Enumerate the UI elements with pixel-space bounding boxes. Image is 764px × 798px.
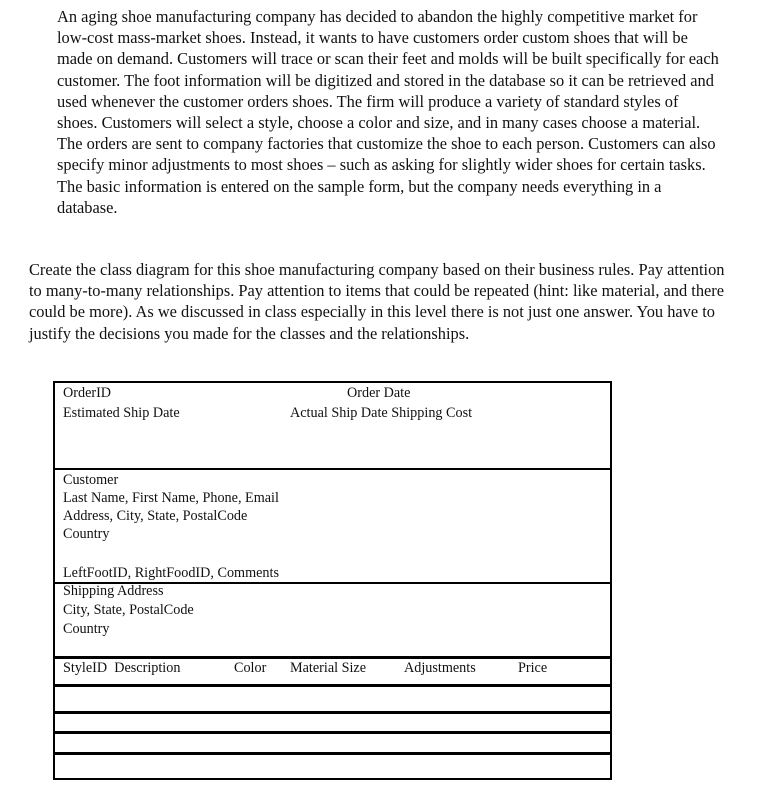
- estimated-ship-date-label: Estimated Ship Date: [63, 405, 180, 421]
- adjustments-header: Adjustments: [404, 660, 476, 676]
- price-header: Price: [518, 660, 548, 676]
- order-form: [53, 381, 612, 780]
- customer-country: Country: [63, 526, 110, 542]
- item-row-divider: [55, 752, 610, 755]
- material-size-header: Material Size: [290, 660, 367, 676]
- task-paragraph: Create the class diagram for this shoe manufacturing company based on their business rules. Pay attention to many-to-many relationships. Pay attention to items that could be repeated (hint: like material, and there could be more). As we discussed in class especially in this level there is not just one answer. You have to justify the decisions you made for the classes and the relationships.: [29, 260, 725, 343]
- shipping-country: Country: [63, 621, 110, 637]
- color-header: Color: [234, 660, 267, 676]
- item-row-divider: [55, 684, 610, 687]
- order-id-label: OrderID: [63, 385, 112, 401]
- item-row-divider: [55, 731, 610, 734]
- intro-paragraph: An aging shoe manufacturing company has decided to abandon the highly competitive market for low-cost mass-market shoes. Instead, it wants to have customers order custom shoes that will be made on demand. Customers will trace or scan their feet and molds will be built specifically for each customer. The foot information will be digitized and stored in the database so it can be retrieved and used whenever the customer orders shoes. The firm will produce a variety of standard styles of shoes. Customers will select a style, choose a color and size, and in many cases choose a material. The orders are sent to company factories that customize the shoe to each person. Customers can also specify minor adjustments to most shoes – such as asking for slightly wider shoes for certain tasks. The basic information is entered on the sample form, but the company needs everything in a database.: [57, 7, 719, 217]
- actual-ship-date-shipping-cost-label: Actual Ship Date Shipping Cost: [290, 405, 473, 421]
- customer-address-line: Address, City, State, PostalCode: [63, 508, 248, 524]
- item-row-divider: [55, 711, 610, 714]
- shipping-address-heading: Shipping Address: [63, 583, 164, 599]
- customer-name-line: Last Name, First Name, Phone, Email: [63, 490, 279, 506]
- section-divider: [55, 468, 610, 470]
- order-date-label: Order Date: [347, 385, 411, 401]
- shipping-address-line: City, State, PostalCode: [63, 602, 194, 618]
- customer-foot-line: LeftFootID, RightFoodID, Comments: [63, 565, 279, 581]
- customer-heading: Customer: [63, 472, 119, 488]
- style-description-header: StyleID Description: [63, 660, 181, 676]
